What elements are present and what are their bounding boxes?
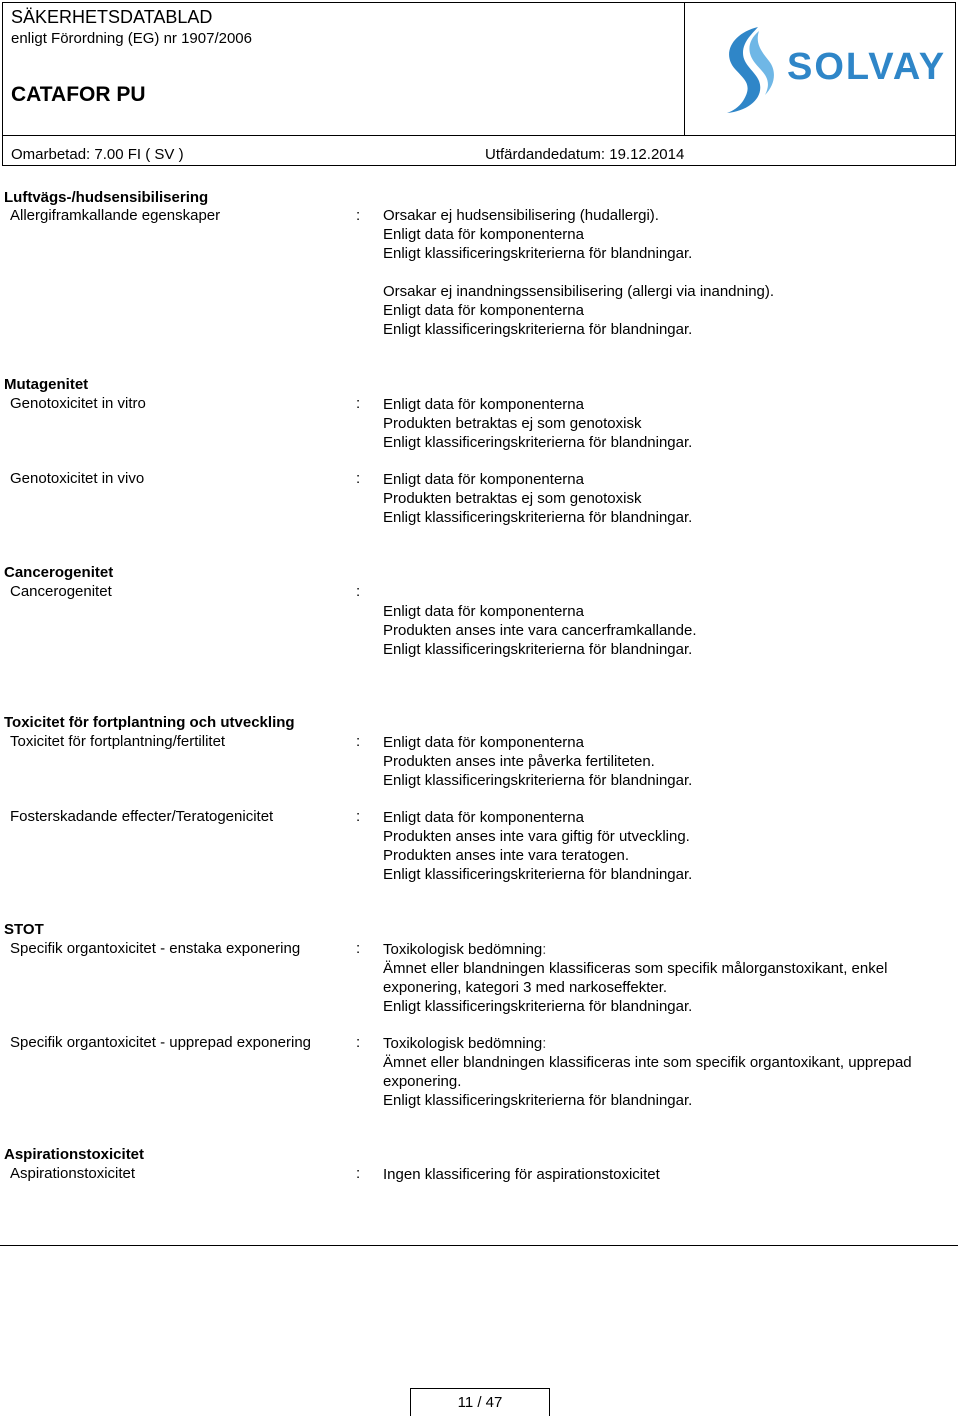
section-title-reproductive-toxicity: Toxicitet för fortplantning och utveckling — [4, 714, 295, 731]
separator-colon: : — [356, 940, 361, 957]
separator-colon: : — [356, 395, 361, 412]
page-number: 11 / 47 — [410, 1388, 550, 1416]
solvay-swoosh-icon — [713, 23, 783, 115]
value-line: Produkten betraktas ej som genotoxisk — [383, 490, 642, 507]
regulation-reference: enligt Förordning (EG) nr 1907/2006 — [11, 30, 252, 47]
value-line: Enligt klassificeringskriterierna för blandningar. — [383, 772, 693, 789]
value-line: Produkten anses inte vara giftig för utveckling. — [383, 828, 690, 845]
value-line: Enligt klassificeringskriterierna för blandningar. — [383, 866, 693, 883]
section-title-stot: STOT — [4, 921, 44, 938]
assessment-heading-text: Toxikologisk bedömning — [383, 941, 543, 958]
value-line: Enligt klassificeringskriterierna för blandningar. — [383, 245, 693, 262]
assessment-heading-colon: : — [542, 1035, 547, 1052]
value-line: Produkten anses inte påverka fertiliteten. — [383, 753, 655, 770]
header-title-block — [3, 3, 685, 135]
issue-date: Utfärdandedatum: 19.12.2014 — [485, 146, 685, 163]
value-line: Produkten betraktas ej som genotoxisk — [383, 415, 642, 432]
value-line: Enligt klassificeringskriterierna för blandningar. — [383, 509, 693, 526]
label-genotox-in-vivo: Genotoxicitet in vivo — [10, 470, 145, 487]
value-stot-repeated — [383, 1034, 943, 1110]
product-name: CATAFOR PU — [11, 83, 146, 106]
section-title-sensitisation: Luftvägs-/hudsensibilisering — [4, 189, 209, 206]
value-line: Ämnet eller blandningen klassificeras som specifik målorganstoxikant, enkel exponering, kategori 3 med narkoseffekter. — [383, 960, 888, 996]
value-line: Ämnet eller blandningen klassificeras inte som specifik organtoxikant, upprepad exponering. — [383, 1054, 912, 1090]
value-allergenic-properties — [383, 206, 943, 339]
assessment-heading — [383, 1034, 943, 1053]
assessment-heading — [383, 940, 943, 959]
separator-colon: : — [356, 470, 361, 487]
logo-wordmark: SOLVAY — [787, 46, 947, 88]
separator-colon: : — [356, 1165, 361, 1182]
label-stot-single: Specifik organtoxicitet - enstaka exponering — [10, 940, 301, 957]
separator-colon: : — [356, 1034, 361, 1051]
value-aspiration: Ingen klassificering för aspirationstoxicitet — [383, 1166, 660, 1183]
value-genotox-in-vitro — [383, 395, 943, 452]
assessment-heading-text: Toxikologisk bedömning — [383, 1035, 543, 1052]
value-line: Produkten anses inte vara cancerframkallande. — [383, 622, 697, 639]
value-fertility — [383, 733, 943, 790]
value-line: Enligt data för komponenterna — [383, 396, 584, 413]
value-carcinogenicity — [383, 602, 943, 659]
label-genotox-in-vitro: Genotoxicitet in vitro — [10, 395, 146, 412]
value-line: Enligt klassificeringskriterierna för blandningar. — [383, 1092, 693, 1109]
value-stot-single — [383, 940, 943, 1016]
separator-colon: : — [356, 583, 361, 600]
label-fertility: Toxicitet för fortplantning/fertilitet — [10, 733, 226, 750]
section-title-aspiration: Aspirationstoxicitet — [4, 1146, 145, 1163]
value-line: Produkten anses inte vara teratogen. — [383, 847, 629, 864]
value-line: Enligt klassificeringskriterierna för blandningar. — [383, 321, 693, 338]
header-meta-row — [3, 135, 955, 165]
value-teratogenicity — [383, 808, 943, 884]
label-allergenic-properties: Allergiframkallande egenskaper — [10, 207, 221, 224]
separator-colon: : — [356, 733, 361, 750]
label-aspiration: Aspirationstoxicitet — [10, 1165, 136, 1182]
label-carcinogenicity: Cancerogenitet — [10, 583, 112, 600]
value-line: Enligt klassificeringskriterierna för blandningar. — [383, 434, 693, 451]
value-line: Enligt data för komponenterna — [383, 471, 584, 488]
value-line: Orsakar ej inandningssensibilisering (allergi via inandning). — [383, 283, 775, 300]
separator-colon: : — [356, 207, 361, 224]
value-line: Enligt data för komponenterna — [383, 734, 584, 751]
solvay-logo — [685, 3, 955, 135]
value-line: Enligt klassificeringskriterierna för blandningar. — [383, 641, 693, 658]
value-line: Enligt data för komponenterna — [383, 302, 584, 319]
footer-divider — [0, 1245, 958, 1246]
value-line: Enligt data för komponenterna — [383, 809, 584, 826]
value-line: Enligt data för komponenterna — [383, 603, 584, 620]
document-header — [2, 2, 956, 166]
document-title: SÄKERHETSDATABLAD — [11, 7, 213, 27]
separator-colon: : — [356, 808, 361, 825]
value-line: Enligt data för komponenterna — [383, 226, 584, 243]
label-stot-repeated: Specifik organtoxicitet - upprepad exponering — [10, 1034, 312, 1051]
value-genotox-in-vivo — [383, 470, 943, 527]
label-teratogenicity: Fosterskadande effecter/Teratogenicitet — [10, 808, 274, 825]
section-title-carcinogenicity: Cancerogenitet — [4, 564, 114, 581]
assessment-heading-colon: : — [542, 941, 547, 958]
section-title-mutagenicity: Mutagenitet — [4, 376, 89, 393]
value-line-blank — [383, 263, 943, 282]
value-line: Enligt klassificeringskriterierna för blandningar. — [383, 998, 693, 1015]
value-line: Orsakar ej hudsensibilisering (hudallergi). — [383, 207, 659, 224]
revision-info: Omarbetad: 7.00 FI ( SV ) — [11, 146, 184, 163]
